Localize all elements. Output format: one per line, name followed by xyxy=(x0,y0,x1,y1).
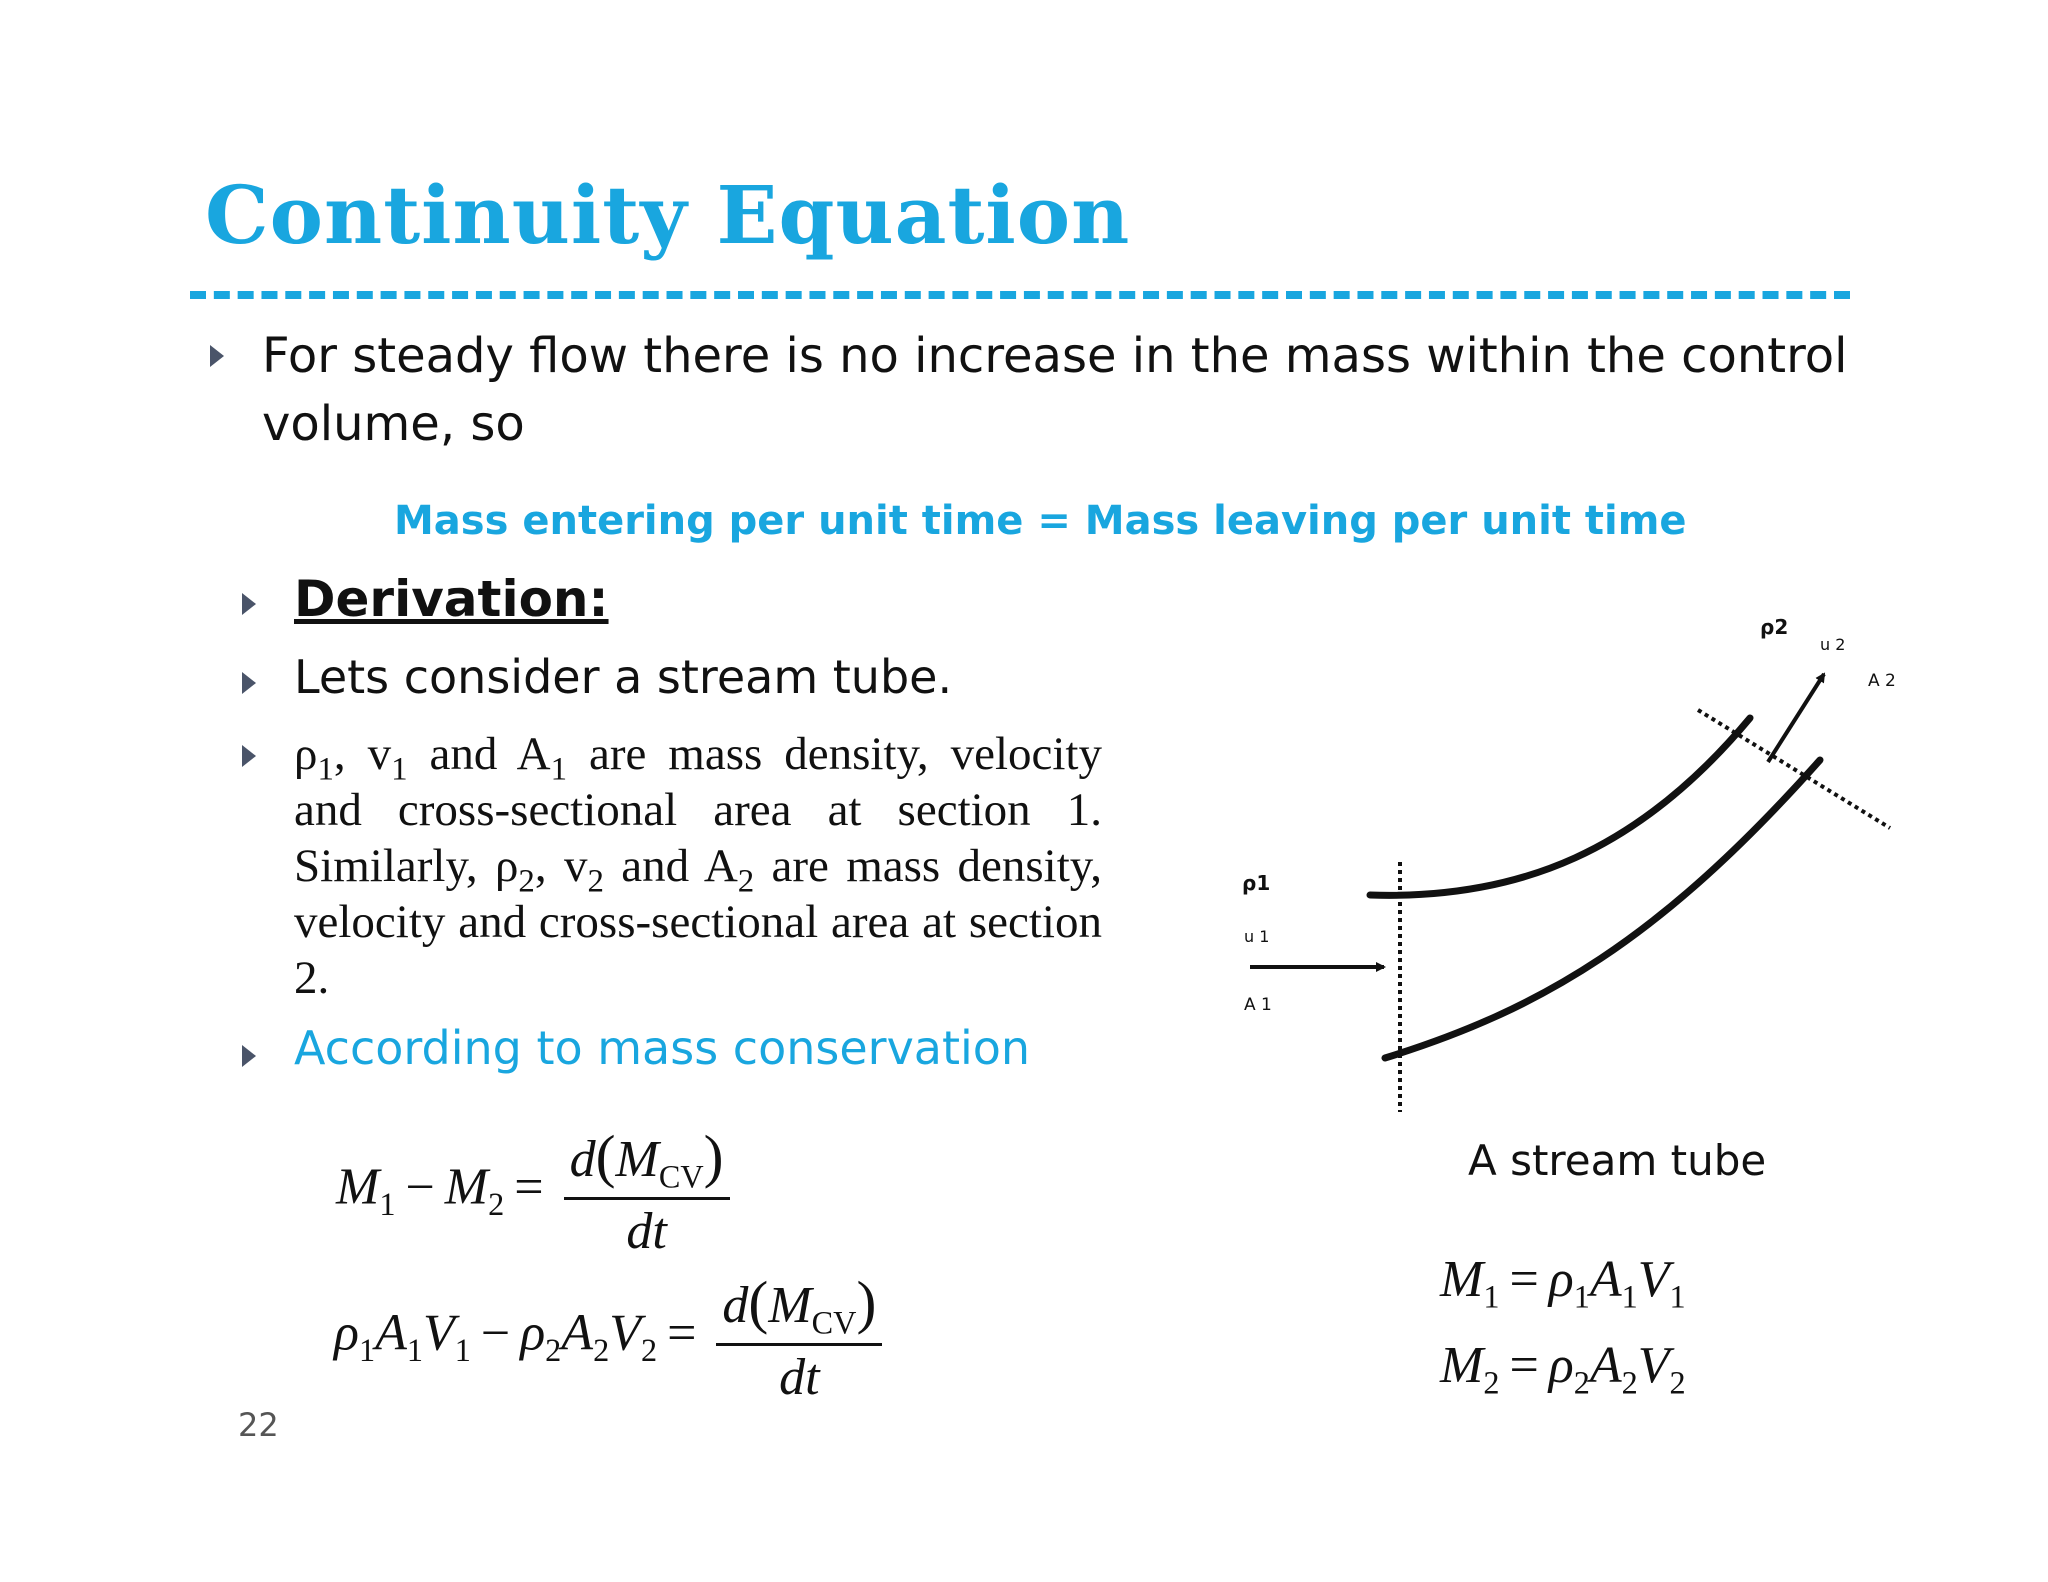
outflow-arrow xyxy=(1768,674,1824,762)
fraction: $\frac{d(M_{CV})}{dt}$ xyxy=(564,1122,730,1261)
label-u2: u 2 xyxy=(1820,635,1846,654)
tube-upper-wall xyxy=(1370,718,1750,895)
mass-balance-statement: Mass entering per unit time = Mass leaving per unit time xyxy=(394,498,1687,544)
equation-m2: $M_2 = \rho_2A_2V_2$ xyxy=(1440,1337,1686,1401)
label-A1: A 1 xyxy=(1244,995,1272,1015)
stream-tube-diagram xyxy=(1220,600,1920,1120)
bullet-icon xyxy=(210,345,224,367)
bullet-icon xyxy=(242,745,256,767)
label-rho1: ρ1 xyxy=(1242,871,1271,895)
bullet-icon xyxy=(242,1045,256,1067)
title-divider xyxy=(190,291,1850,299)
label-A2: A 2 xyxy=(1868,671,1896,691)
tube-lower-wall xyxy=(1385,760,1820,1058)
diagram-caption: A stream tube xyxy=(1468,1136,1767,1185)
variables-paragraph: $\rho_1$, $v_1$ and $A_1$ are mass density, velocity and cross-sectional area at section 1. Similarly, $\rho_2$, $v_2$ and $A_2$ are mass density, velocity and cross-sectional area at section 2. xyxy=(294,728,1102,1004)
bullet-icon xyxy=(242,672,256,694)
derivation-heading: Derivation: xyxy=(294,570,609,628)
page-number: 22 xyxy=(238,1406,279,1444)
bullet-icon xyxy=(242,593,256,615)
slide-title: Continuity Equation xyxy=(205,168,1131,262)
equation-m1: $M_1 = \rho_1A_1V_1$ xyxy=(1440,1251,1686,1315)
stream-tube-statement: Lets consider a stream tube. xyxy=(294,650,953,704)
equation-mass-balance: $M_1 - M_2$ = $\frac{d(M_{CV})}{dt}$ xyxy=(336,1122,730,1261)
fraction: $\frac{d(M_{CV})}{dt}$ xyxy=(716,1268,882,1407)
section-2-line xyxy=(1698,710,1890,828)
equation-density-area-velocity: $\rho_1A_1V_1 - \rho_2A_2V_2$ = $\frac{d(M_{CV})}{dt}$ xyxy=(334,1268,882,1407)
label-rho2: ρ2 xyxy=(1760,615,1789,639)
mass-conservation-statement: According to mass conservation xyxy=(294,1021,1031,1075)
bullet-steady-flow: For steady flow there is no increase in the mass within the control volume, so xyxy=(262,328,1848,452)
label-u1: u 1 xyxy=(1244,927,1270,946)
